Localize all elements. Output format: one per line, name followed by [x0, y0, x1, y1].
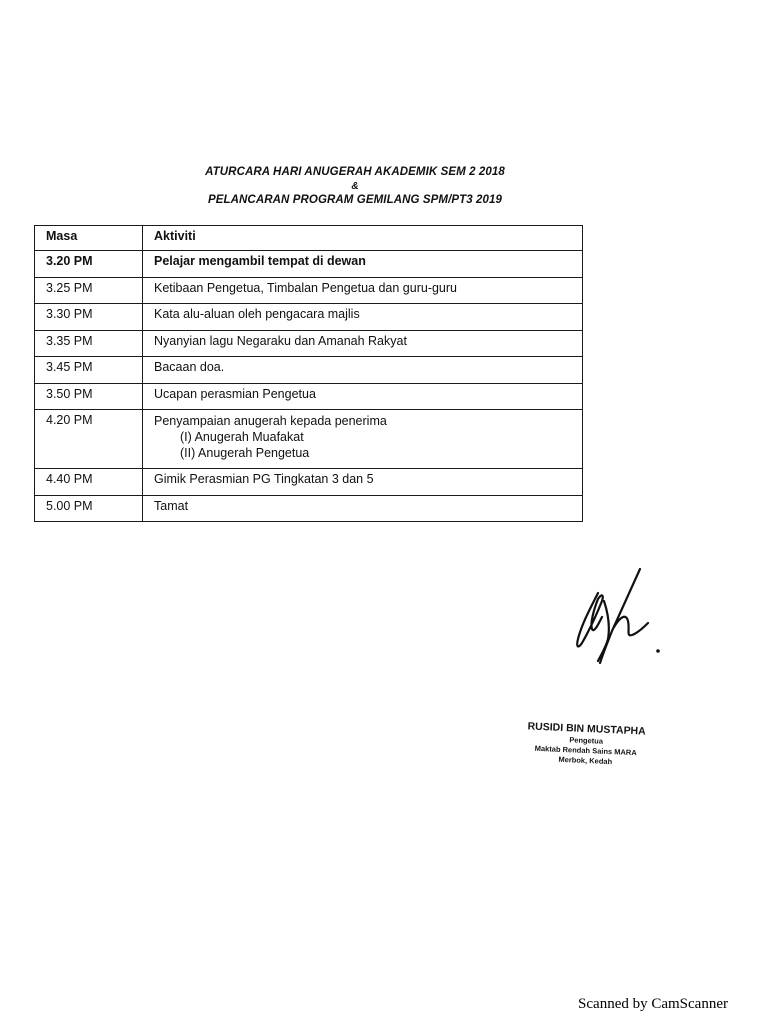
signatory-stamp [485, 719, 687, 771]
table-row [35, 495, 583, 522]
signatory-location: Merbok, Kedah [558, 754, 613, 767]
header-time: Masa [35, 226, 143, 251]
row-activity: Bacaan doa. [143, 357, 583, 384]
document-title-ampersand: & [351, 181, 359, 192]
row-activity: Nyanyian lagu Negaraku dan Amanah Rakyat [143, 330, 583, 357]
row-activity-with-sub-items [143, 410, 583, 469]
scanner-watermark: Scanned by CamScanner [578, 996, 728, 1012]
row-time: 3.25 PM [35, 277, 143, 304]
document-title-line-1: ATURCARA HARI ANUGERAH AKADEMIK SEM 2 2018 [205, 166, 505, 178]
row-activity: Gimik Perasmian PG Tingkatan 3 dan 5 [143, 469, 583, 496]
sub-item-award-pengetua: (II) Anugerah Pengetua [180, 446, 310, 460]
signatory-name: RUSIDI BIN MUSTAPHA [527, 720, 646, 738]
row-time: 3.50 PM [35, 383, 143, 410]
signatory-position: Pengetua [569, 735, 604, 746]
table-row [35, 251, 583, 278]
document-title-line-2: PELANCARAN PROGRAM GEMILANG SPM/PT3 2019 [207, 194, 503, 206]
row-time: 3.20 PM [35, 251, 143, 278]
row-activity: Penyampaian anugerah kepada penerima [154, 414, 387, 428]
table-row [35, 277, 583, 304]
table-row [35, 469, 583, 496]
table-row [35, 304, 583, 331]
schedule-table [34, 225, 583, 522]
row-activity: Ucapan perasmian Pengetua [143, 383, 583, 410]
row-activity: Kata alu-aluan oleh pengacara majlis [143, 304, 583, 331]
row-time: 3.45 PM [35, 357, 143, 384]
sub-item-award-muafakat: (I) Anugerah Muafakat [180, 430, 304, 444]
row-time: 4.40 PM [35, 469, 143, 496]
signatory-institution: Maktab Rendah Sains MARA [534, 743, 637, 758]
row-time: 5.00 PM [35, 495, 143, 522]
table-row [35, 410, 583, 469]
header-activity: Aktiviti [143, 226, 583, 251]
row-time: 3.35 PM [35, 330, 143, 357]
row-activity: Tamat [143, 495, 583, 522]
table-row [35, 383, 583, 410]
row-time: 3.30 PM [35, 304, 143, 331]
table-row [35, 330, 583, 357]
table-header-row [35, 226, 583, 251]
row-activity: Pelajar mengambil tempat di dewan [143, 251, 583, 278]
handwritten-signature [568, 565, 668, 683]
row-time: 4.20 PM [35, 410, 143, 469]
row-activity: Ketibaan Pengetua, Timbalan Pengetua dan guru-guru [143, 277, 583, 304]
table-row [35, 357, 583, 384]
